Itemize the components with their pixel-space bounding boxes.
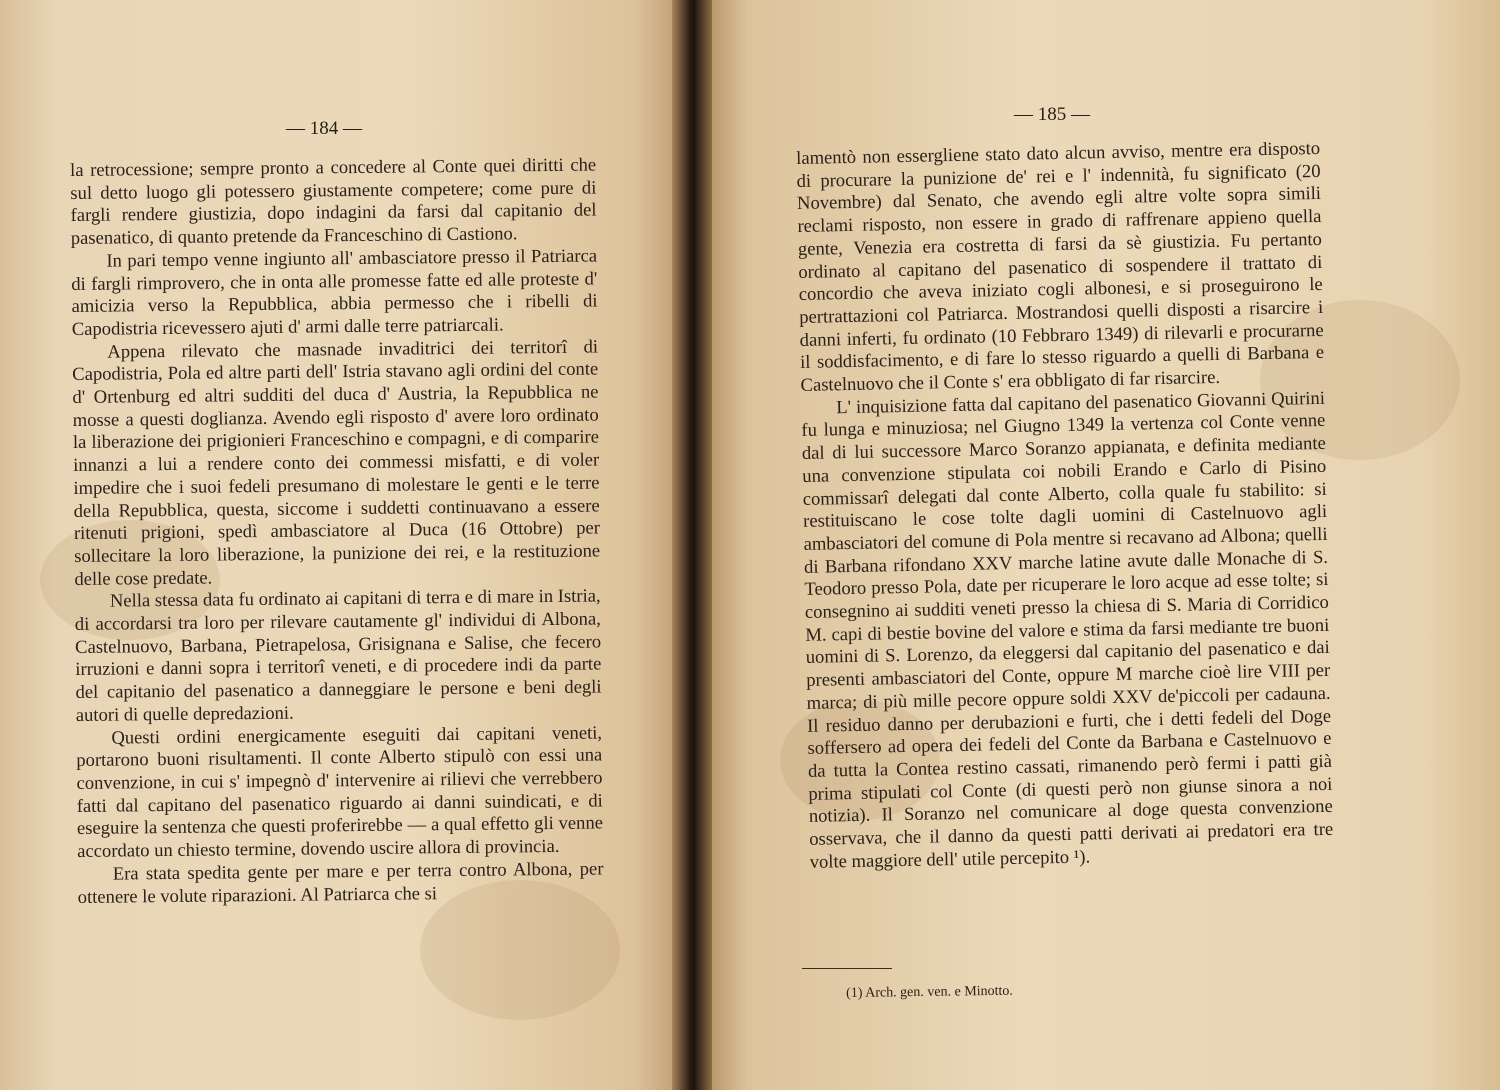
book-gutter: [672, 0, 712, 1090]
right-page-number: — 185 —: [1014, 104, 1090, 125]
footnote: (1) Arch. gen. ven. e Minotto.: [846, 983, 1013, 1001]
paragraph: lamentò non essergliene stato dato alcun avviso, mentre era disposto di procurare la punizione de' rei e l' indennità, fu significato (20 Novembre) dal Senato, che avendo egli altre volte sopra simili reclami risposto, non essere in grado di raffrenare appieno quella gente, Venezia era costretta di farsi da sè giustizia. Fu pertanto ordinato al capitano del pasenatico di sospendere il trattato di concordio che aveva iniziato cogli albonesi, e si proseguirono le pertrattazioni col Patriarca. Mostrandosi quelli disposti a risarcire i danni inferti, fu ordinato (10 Febbraro 1349) di rilevarli e procurarne il soddisfacimento, e di fare lo stesso riguardo a quelli di Barbana e Castelnuovo che il Conte s' era obbligato di far risarcire.: [796, 137, 1325, 396]
right-page: [700, 0, 1500, 1090]
left-page-text: [70, 154, 604, 909]
paragraph: Nella stessa data fu ordinato ai capitani di terra e di mare in Istria, di accordarsi tra loro per rilevare cautamente gl' individui di Albona, Castelnuovo, Barbana, Pietrapelosa, Grisignana e Salise, che fecero irruzioni e danni sopra i territorî veneti, e di procedere indi da parte del capitanio del pasenatico a danneggiare le persone e beni degli autori di quelle depredazioni.: [74, 585, 602, 726]
left-page-number: — 184 —: [286, 118, 362, 139]
paragraph: Era stata spedita gente per mare e per terra contro Albona, per ottenere le volute riparazioni. Al Patriarca che si: [77, 858, 604, 908]
left-page: [0, 0, 690, 1090]
paragraph: In pari tempo venne ingiunto all' ambasciatore presso il Patriarca di fargli rimprovero, che in onta alle promesse fatte ed alle proteste d' amicizia verso la Repubblica, abbia permesso che i ribelli di Capodistria ricevessero ajuti d' armi dalle terre patriarcali.: [71, 245, 598, 340]
paragraph: L' inquisizione fatta dal capitano del pasenatico Giovanni Quirini fu lunga e minuziosa; nel Giugno 1349 la vertenza col Conte venne dal di lui successore Marco Soranzo appianata, e definita mediante una convenzione stipulata coi nobili Erando e Carlo di Pisino commissarî delegati dal conte Alberto, colla quale fu stabilito: si restituiscano le cose tolte dagli uomini di Castelnuovo agli ambasciatori del comune di Pola mentre si recavano ad Albona; quelli di Barbana rifondano XXV marche latine avute dalle Monache di S. Teodoro presso Pola, date per ricuperare le loro acque ad esse tolte; si consegnino ai sudditi veneti presso la chiesa di S. Maria di Corridico M. capi di bestie bovine del valore e stima da farsi mediante tre buoni uomini di S. Lorenzo, da eleggersi dal capitanio del pasenatico e dai presenti ambasciatori del Conte, oppure M marche cioè lire VIII per marca; di più mille pecore oppure soldi XXV de'piccoli per cadauna. Il residuo danno per derubazioni e furti, che i detti fedeli del Doge soffersero ad opera dei fedeli del Conte da Barbana e Castelnuovo e da tutta la Contea restino cassati, rimanendo però fermi i patti già prima stipulati col Conte (di questi però non giunse sinora a noi notizia). Il Soranzo nel comunicare al doge questa convenzione osservava, che il danno da questi patti derivati ai predatori era tre volte maggiore dell' utile percepito ¹).: [801, 387, 1334, 873]
right-page-text: [796, 138, 1334, 874]
paragraph: Questi ordini energicamente eseguiti dai capitani veneti, portarono buoni risultamenti. Il conte Alberto stipulò con essi una convenzione, in cui s' impegnò d' intervenire ai rilievi che verrebbero fatti dal capitano del pasenatico riguardo ai danni suindicati, e di eseguire la sentenza che questi proferirebbe — a qual effetto gli venne accordato un chiesto termine, dovendo uscire allora di provincia.: [76, 722, 604, 863]
footnote-divider: [802, 968, 892, 969]
paragraph: Appena rilevato che masnade invaditrici dei territorî di Capodistria, Pola ed altre parti dell' Istria stavano agli ordini del conte d' Ortenburg ed altri sudditi del duca d' Austria, la Repubblica ne mosse a questi doglianza. Avendo egli risposto d' avere loro ordinato la liberazione dei prigionieri Franceschino e compagni, e di comparire innanzi a lui a rendere conto dei commessi misfatti, e di voler impedire che i suoi fedeli presumano di molestare le genti e le terre della Repubblica, questa, siccome i suddetti continuavano a essere ritenuti prigioni, spedì ambasciatore al Duca (16 Ottobre) per sollecitare la loro liberazione, la punizione dei rei, e la restituzione delle cose predate.: [72, 336, 601, 590]
paragraph: la retrocessione; sempre pronto a concedere al Conte quei diritti che sul detto luogo gli potessero giustamente competere; come pure di fargli rendere giustizia, dopo indagini da farsi dal capitanio del pasenatico, di quanto pretende da Franceschino di Castiono.: [70, 154, 597, 250]
